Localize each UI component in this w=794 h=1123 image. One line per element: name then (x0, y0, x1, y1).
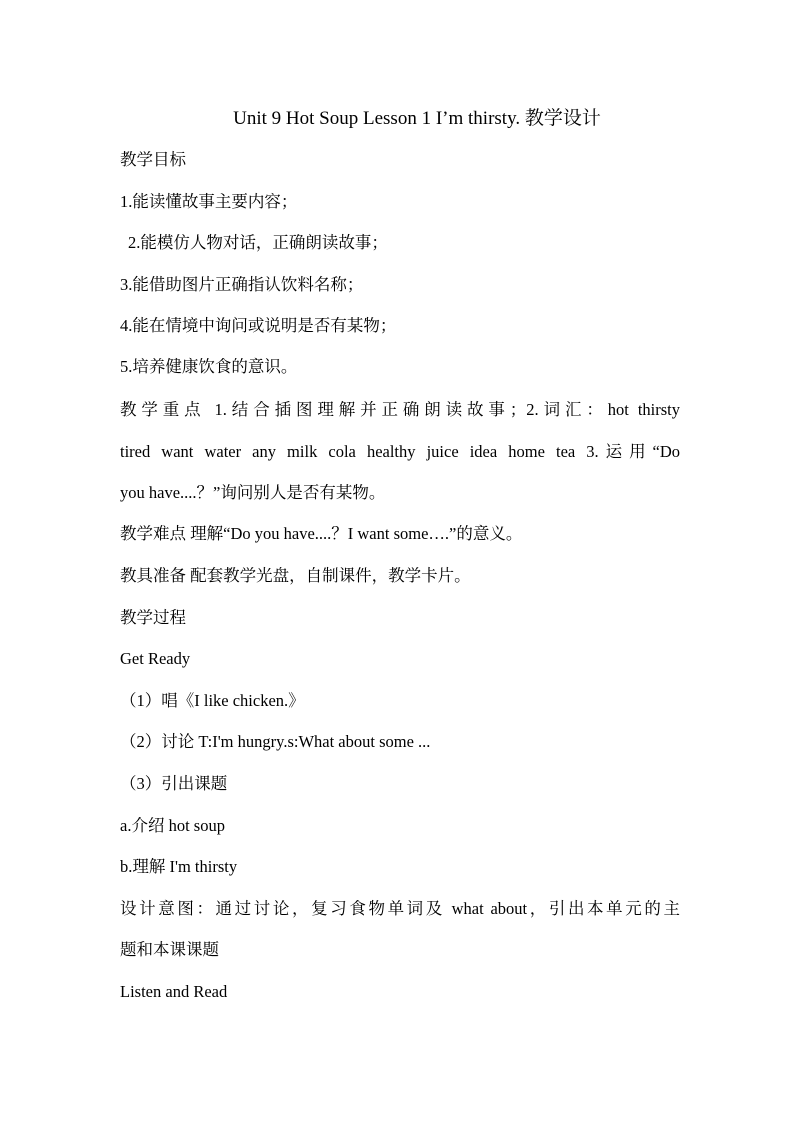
objective-1: 1.能读懂故事主要内容； (120, 192, 298, 211)
process-item-3: （3）引出课题 (120, 774, 228, 793)
document-title: Unit 9 Hot Soup Lesson 1 I’m thirsty. 教学设计 (233, 108, 601, 129)
objective-2: 2.能模仿人物对话，正确朗读故事； (128, 233, 388, 252)
objective-5: 5.培养健康饮食的意识。 (120, 357, 298, 376)
design-intent-line-1: 设计意图：通过讨论，复习食物单词及 what about，引出本单元的主 (120, 899, 680, 918)
difficult-points: 教学难点 理解“Do you have....？I want some….”的意义。 (120, 524, 523, 543)
process-item-2: （2）讨论 T:I'm hungry.s:What about some ... (120, 732, 431, 751)
process-item-1: （1）唱《I like chicken.》 (120, 691, 305, 710)
section-heading-objectives: 教学目标 (120, 150, 186, 169)
step-heading-get-ready: Get Ready (120, 649, 191, 668)
key-points-line-3: you have....？”询问别人是否有某物。 (120, 483, 386, 502)
objective-4: 4.能在情境中询问或说明是否有某物； (120, 316, 397, 335)
teaching-aids: 教具准备 配套教学光盘，自制课件，教学卡片。 (120, 566, 471, 585)
step-heading-listen-and-read: Listen and Read (120, 982, 228, 1001)
process-subitem-b: b.理解 I'm thirsty (120, 857, 238, 876)
objective-3: 3.能借助图片正确指认饮料名称； (120, 275, 364, 294)
key-points-line-1: 教学重点 1.结合插图理解并正确朗读故事；2.词汇：hot thirsty (120, 400, 680, 419)
process-subitem-a: a.介绍 hot soup (120, 816, 225, 835)
key-points-line-2: tired want water any milk cola healthy juice idea home tea 3.运用“Do (120, 442, 680, 461)
section-heading-process: 教学过程 (120, 608, 186, 627)
design-intent-line-2: 题和本课课题 (120, 940, 219, 959)
